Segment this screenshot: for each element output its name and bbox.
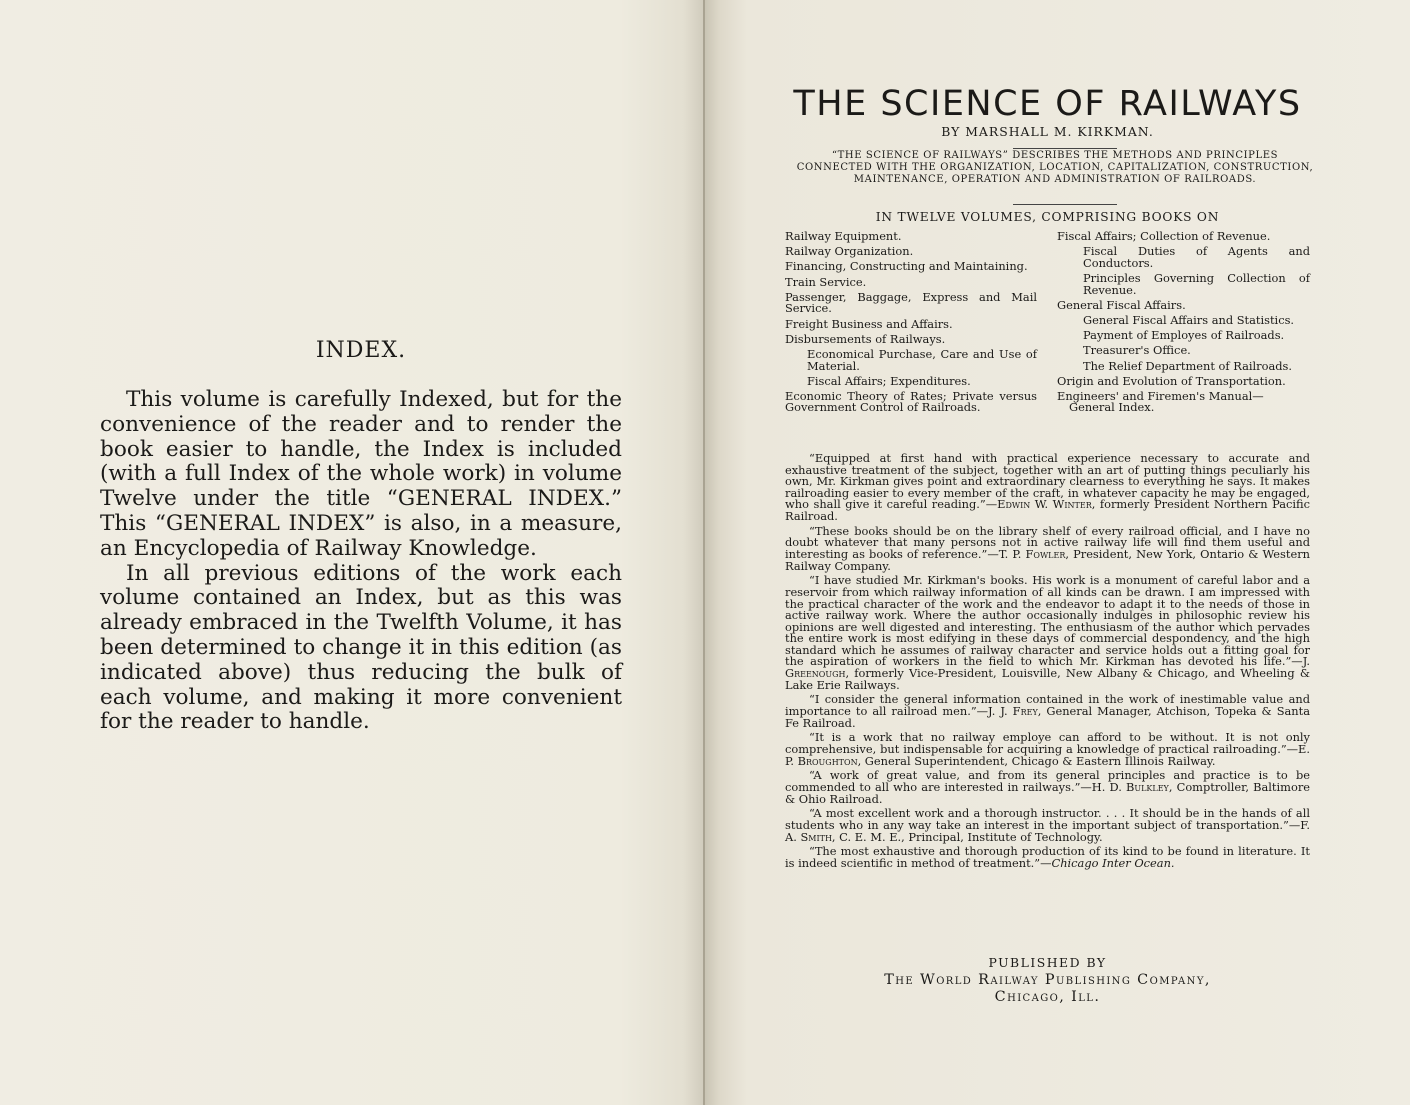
testimonials xyxy=(785,453,1310,873)
book-item: Engineers' and Firemen's Manual— xyxy=(1057,388,1264,403)
quote-text: “I consider the general information contained in the work of inestimable value and importance to all railroad men.”—J. J. xyxy=(785,692,1310,719)
quote-author: Smith, xyxy=(800,829,836,844)
book-item: Disbursements of Railways. xyxy=(785,331,946,346)
book-item: General Fiscal Affairs. xyxy=(1057,297,1186,312)
book-item: Economic Theory of Rates; Private versus Government Control of Railroads. xyxy=(785,388,1037,415)
book-item: Origin and Evolution of Transportation. xyxy=(1057,373,1286,388)
quote-author: Edwin W. Winter, xyxy=(997,497,1096,512)
book-title: THE SCIENCE OF RAILWAYS xyxy=(793,84,1302,124)
quote-affiliation: C. E. M. E., Principal, Institute of Technology. xyxy=(835,829,1103,844)
publisher-city: Chicago, Ill. xyxy=(994,989,1101,1005)
testimonial xyxy=(785,808,1310,843)
quote-affiliation: formerly President Northern Pacific Railroad. xyxy=(785,497,1311,523)
book-item: Train Service. xyxy=(785,274,867,289)
index-heading: INDEX. xyxy=(315,338,407,363)
book-item: Railway Equipment. xyxy=(785,229,902,243)
testimonial xyxy=(785,732,1310,767)
index-note xyxy=(100,388,622,735)
published-by: PUBLISHED BY xyxy=(988,955,1107,970)
quote-text: “The most exhaustive and thorough production of its kind to be found in literature. It is indeed scientific in method of treatment.”— xyxy=(785,844,1310,870)
testimonial xyxy=(785,575,1310,691)
quote-source: Chicago Inter Ocean. xyxy=(1051,855,1175,870)
book-item: Economical Purchase, Care and Use of Material. xyxy=(807,346,1037,373)
book-item: Treasurer's Office. xyxy=(1083,343,1191,358)
index-paragraph: In all previous editions of the work each volume contained an Index, but as this was already embraced in the Twelfth Volume, it has been determined to change it in this edition (as indicated above) thus reducing the bulk of each volume, and making it more convenient for the reader to handle. xyxy=(100,560,622,735)
quote-author: Bulkley, xyxy=(1125,779,1173,794)
quote-affiliation: General Manager, Atchison, Topeka & Santa Fe Railroad. xyxy=(785,704,1310,730)
quote-author: Broughton, xyxy=(797,753,862,768)
quote-affiliation: General Superintendent, Chicago & Eastern Illinois Railway. xyxy=(861,753,1216,768)
quote-affiliation: Comptroller, Baltimore & Ohio Railroad. xyxy=(785,779,1310,806)
book-item: Principles Governing Collection of Revenue. xyxy=(1083,270,1310,297)
quote-author: Fowler, xyxy=(1025,546,1069,561)
right-page xyxy=(705,0,1410,1105)
book-item: Fiscal Duties of Agents and Conductors. xyxy=(1083,244,1310,270)
quote-author: Greenough, xyxy=(785,666,850,681)
quote-affiliation: formerly Vice-President, Louisville, New Albany & Chicago, and Wheeling & Lake Erie Railways. xyxy=(785,666,1310,692)
book-item: Railway Organization. xyxy=(785,244,914,259)
book-item: The Relief Department of Railroads. xyxy=(1083,358,1292,373)
testimonial xyxy=(785,846,1310,869)
book-list-column-2 xyxy=(1057,231,1310,418)
book-item: General Index. xyxy=(1069,400,1155,415)
book-item: Freight Business and Affairs. xyxy=(785,316,953,331)
book-item: Fiscal Affairs; Collection of Revenue. xyxy=(1057,229,1271,243)
testimonial xyxy=(785,453,1310,523)
quote-text: “A work of great value, and from its general principles and practice is to be commended to all who are interested in railways.”—H. D. xyxy=(785,768,1310,794)
quote-text: “These books should be on the library shelf of every railroad official, and I have no doubt whatever that many persons not in active railway life will find them useful and interesting as books of reference.”—T. P. xyxy=(785,523,1310,561)
book-item: Payment of Employes of Railroads. xyxy=(1083,328,1285,343)
quote-text: “It is a work that no railway employe can afford to be without. It is not only comprehensive, but indispensable for acquiring a knowledge of practical railroading.”—E. P. xyxy=(785,730,1310,768)
quote-text: “Equipped at first hand with practical experience necessary to accurate and exhaustive treatment of the subject, together with an art of putting things peculiarly his own, Mr. Kirkman gives point and extraordinary clearness to everything he says. It makes railroading easier to every member of the craft, in whatever capacity he may be engaged, who shall give it careful reading.”— xyxy=(785,451,1310,512)
book-description: “THE SCIENCE OF RAILWAYS” DESCRIBES THE METHODS AND PRINCIPLES CONNECTED WITH THE ORGANIZATION, LOCATION, CAPITALIZATION, CONSTRUCTION, MAINTENANCE, OPERATION AND ADMINISTRATION OF RAILROADS. xyxy=(796,150,1314,185)
quote-text: “I have studied Mr. Kirkman's books. His work is a monument of careful labor and a reservoir from which railway information of all kinds can be drawn. I am impressed with the practical character of the work and the endeavor to adapt it to the needs of those in active railway work. Where the author occasionally indulges in philosophic review his opinions are well digested and interesting. The enthusiasm of the author which pervades the entire work is most edifying in these days of commercial despondency, and the high standard which he assumes of railway character and service holds out a fitting goal for the aspiration of workers in the field to which Mr. Kirkman has devoted his life.”—J. xyxy=(785,573,1310,669)
quote-text: “A most excellent work and a thorough instructor. . . . It should be in the hands of all students who in any way take an interest in the important subject of transportation.”—F. A. xyxy=(785,806,1310,844)
publisher-name: The World Railway Publishing Company, xyxy=(884,972,1211,988)
book-item: Fiscal Affairs; Expenditures. xyxy=(807,373,971,388)
testimonial xyxy=(785,694,1310,729)
quote-author: Frey, xyxy=(1012,704,1042,719)
book-item: Passenger, Baggage, Express and Mail Service. xyxy=(785,289,1037,316)
testimonial xyxy=(785,523,1310,573)
quote-affiliation: President, New York, Ontario & Western Railway Company. xyxy=(785,546,1310,573)
index-paragraph: This volume is carefully Indexed, but for the convenience of the reader and to render the book easier to handle, the Index is included (with a full Index of the whole work) in volume Twelve under the title “GENERAL INDEX.” This “GENERAL INDEX” is also, in a measure, an Encyclopedia of Railway Knowledge. xyxy=(100,387,622,561)
divider xyxy=(1013,148,1117,149)
book-item: Financing, Constructing and Maintaining. xyxy=(785,259,1028,274)
book-author: BY MARSHALL M. KIRKMAN. xyxy=(941,124,1154,139)
volumes-heading: IN TWELVE VOLUMES, COMPRISING BOOKS ON xyxy=(875,210,1220,224)
divider xyxy=(1013,204,1117,205)
book-item: General Fiscal Affairs and Statistics. xyxy=(1083,312,1295,327)
testimonial xyxy=(785,770,1310,805)
book-list-column-1 xyxy=(785,231,1037,418)
